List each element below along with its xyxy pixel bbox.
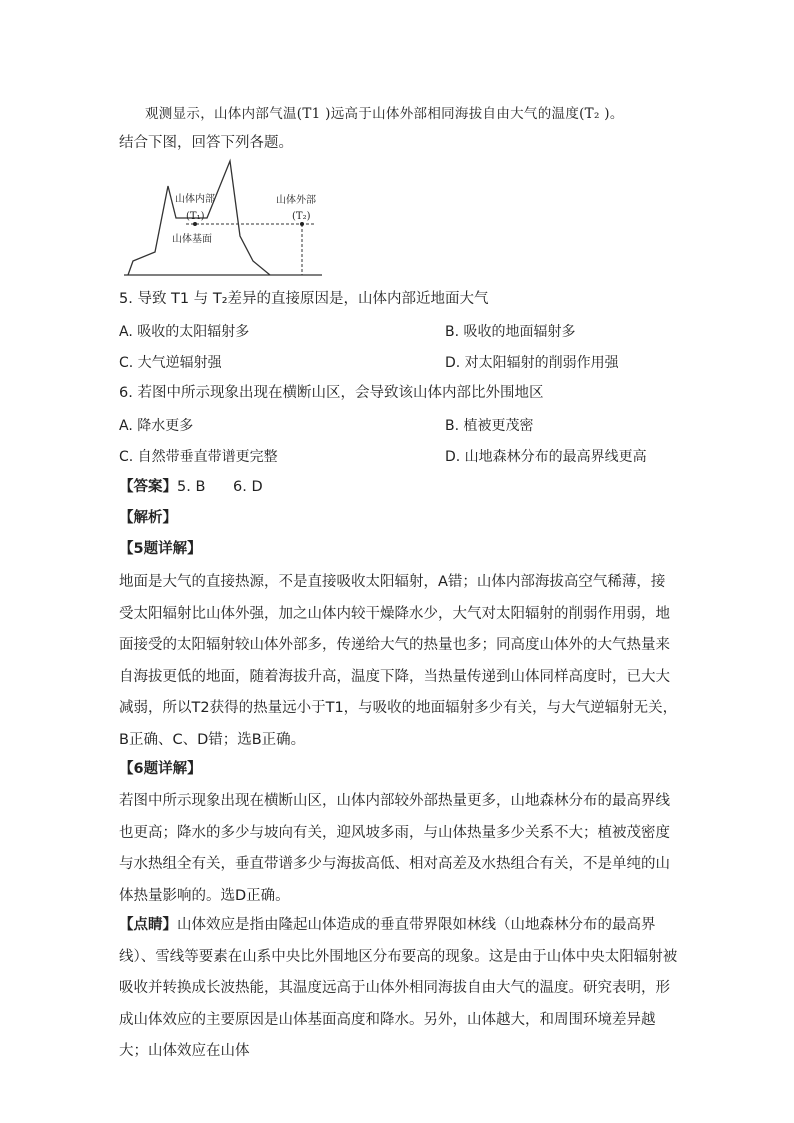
analysis-label: 【解析】 [119, 510, 177, 526]
note-label: 【点睛】 [119, 917, 177, 933]
q5-detail-label: 【5题详解】 [119, 541, 202, 557]
q5-stem: 5. 导致 T1 与 T₂差异的直接原因是，山体内部近地面大气 [119, 291, 489, 307]
outer-sub-label: (T₂) [292, 211, 311, 222]
intro-text: 观测显示，山体内部气温(T1 )远高于山体外部相同海拔自由大气的温度(T₂ )。 [145, 106, 624, 122]
note-text: 山体效应是指由隆起山体造成的垂直带界限如林线（山地森林分布的最高界线）、雪线等要素在山系中央比外围地区分布要高的现象。这是由于山体中央太阳辐射被吸收并转换成长波热能，其温度远高于山体外相同海拔自由大气的温度。研究表明，形成山体效应的主要原因是山体基面高度和降水。另外，山体越大，和周围环境差异越大；山体效应在山体 [119, 917, 678, 1059]
q6-detail-text [119, 786, 679, 912]
q5-option-c: C. 大气逆辐射强 [119, 355, 222, 371]
q6-option-c: C. 自然带垂直带谱更完整 [119, 449, 278, 465]
instruction-text: 结合下图，回答下列各题。 [119, 135, 293, 151]
q5-option-b: B. 吸收的地面辐射多 [445, 324, 576, 340]
answer-text: 5. B 6. D [177, 479, 263, 495]
base-label: 山体基面 [172, 234, 212, 245]
q6-stem: 6. 若图中所示现象出现在横断山区，会导致该山体内部比外围地区 [119, 385, 544, 401]
note-block [119, 910, 679, 1068]
inner-label: 山体内部 [175, 194, 215, 205]
mountain-figure [120, 158, 330, 283]
t2-point [300, 222, 304, 226]
q6-detail-paragraph: 若图中所示现象出现在横断山区，山体内部较外部热量更多，山地森林分布的最高界线也更高；降水的多少与坡向有关，迎风坡多雨，与山体热量多少关系不大；植被茂密度与水热组全有关，垂直带谱多少与海拔高低、相对高差及水热组合有关，不是单纯的山体热量影响的。选D正确。 [119, 793, 670, 904]
outer-label: 山体外部 [276, 195, 316, 206]
q6-detail-label: 【6题详解】 [119, 761, 202, 777]
inner-sub-label: (T₁) [186, 211, 205, 222]
q6-option-b: B. 植被更茂密 [445, 418, 534, 434]
t1-point [193, 222, 197, 226]
q5-detail-text [119, 567, 679, 756]
q5-option-a: A. 吸收的太阳辐射多 [119, 324, 250, 340]
q6-option-d: D. 山地森林分布的最高界线更高 [445, 449, 647, 465]
mountain-diagram [120, 158, 330, 283]
answer-line [119, 477, 263, 497]
q5-option-d: D. 对太阳辐射的削弱作用强 [445, 355, 619, 371]
q6-option-a: A. 降水更多 [119, 418, 194, 434]
q5-detail-paragraph: 地面是大气的直接热源，不是直接吸收太阳辐射，A错；山体内部海拔高空气稀薄，接受太阳辐射比山体外强，加之山体内较干燥降水少，大气对太阳辐射的削弱作用弱，地面接受的太阳辐射较山体外部多，传递给大气的热量也多；同高度山体外的大气热量来自海拔更低的地面，随着海拔升高，温度下降，当热量传递到山体同样高度时，已大大减弱，所以T2获得的热量远小于T1，与吸收的地面辐射多少有关，与大气逆辐射无关，B正确、C、D错；选B正确。 [119, 574, 678, 748]
answer-label: 【答案】 [119, 479, 177, 495]
